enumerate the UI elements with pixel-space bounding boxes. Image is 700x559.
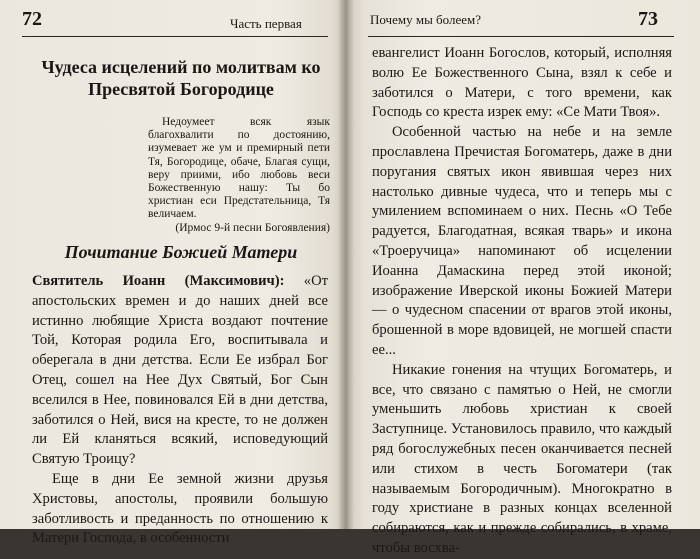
left-page — [0, 0, 346, 547]
header-rule — [22, 36, 328, 37]
paragraph-text: «От апостольских времен и до наших дней все истинно любящие Христа воздают почтение Той, Которая родила Его, воспитывала и оберегала в дни детства. Если Ее избрал Бог Отец, сошел на Нее Дух Святый, Бог Сын вселился в Нее, повиновался Ей в дни детства, заботился о Ней, вися на кресте, то не должен ли Ей кланяться всякий, исповедующий Святую Троицу? — [32, 273, 328, 468]
header-rule — [368, 36, 674, 37]
paragraph: Особенной частью на небе и на земле прославлена Пречистая Богоматерь, даже в дни поругания святых икон явившая через них настолько дивные чудеса, что и теперь мы с умилением вспоминаем о них. Песнь «О Тебе радуется, Благодатная, всякая тварь» и икона «Троеручица» напоминают об исцелении Иоанна Дамаскина перед этой иконой; изображение Иверской иконы Божией Матери — о чудесном спасении от врагов этой иконы, брошенной в море вдовицей, не могшей спасти ее... — [372, 124, 672, 358]
paragraph: Еще в дни Ее земной жизни друзья Христовы, апостолы, проявили большую заботливость и преданность по отношению к Матери Господа, в особенности — [32, 470, 328, 547]
paragraph: Никакие гонения на чтущих Богоматерь, и все, что связано с памятью о Ней, не смогли уменьшить любовь христиан к своей Заступнице. Установилось правило, что каждый ряд богослужебных песен оканчивается песней или стихом в честь Богоматери (так называемым Богородичным). Многократно в году христиане в разных концах вселенной собираются, как и прежде собирались, в храме, чтобы восхва- — [372, 361, 672, 556]
page-number: 73 — [638, 8, 658, 30]
right-page — [346, 0, 700, 556]
running-head: Почему мы болеем? — [370, 12, 482, 27]
page-number: 72 — [22, 8, 42, 30]
epigraph-source: (Ирмос 9-й песни Богоявления) — [175, 221, 330, 234]
paragraph — [32, 272, 328, 470]
running-head: Часть первая — [230, 16, 302, 31]
chapter-title: Чудеса исцелений по молитвам ко Пресвятой Богородице — [41, 57, 321, 99]
book-gutter — [338, 0, 354, 529]
epigraph-text: Недоумеет всяк язык благохвалити по достоянию, изумевает же ум и премирный пети Тя, Богородице, обаче, Благая сущи, веру приими, ибо любовь веси Божественную нашу: Ты бо христиан еси Предстательница, Тя величаем. — [148, 116, 330, 221]
body-text — [372, 44, 672, 559]
author-name: Святитель Иоанн (Максимович): — [32, 273, 285, 289]
epigraph — [148, 116, 330, 235]
section-heading: Почитание Божией Матери — [64, 242, 298, 262]
body-text — [32, 272, 328, 549]
paragraph: евангелист Иоанн Богослов, который, исполняя волю Ее Божественного Сына, взял к себе и заботился о Матери, с того времени, как Господь со креста изрек ему: «Се Мати Твоя». — [372, 45, 672, 121]
